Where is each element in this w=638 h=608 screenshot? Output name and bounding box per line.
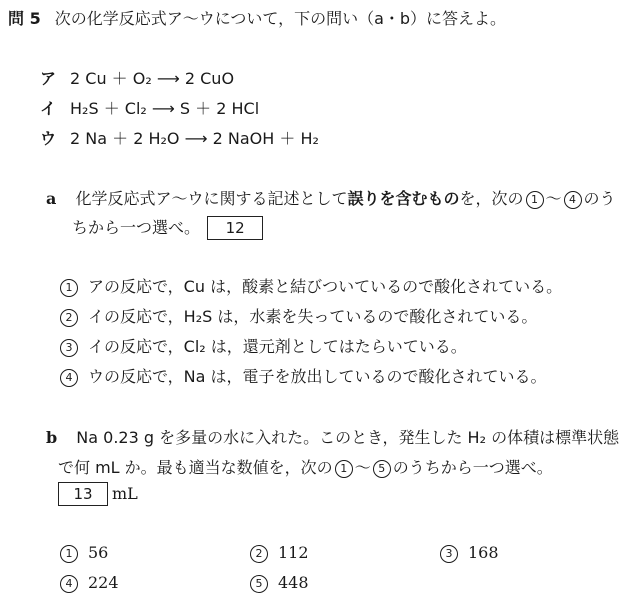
circled-number: 3 [440,545,458,563]
circled-number: 1 [60,545,78,563]
option-value: 448 [278,573,309,592]
option-b-4[interactable] [58,573,119,593]
equation-text: 2 Cu ＋ O₂ ⟶ 2 CuO [70,69,235,88]
option-text: イの反応で，Cl₂ は，還元剤としてはたらいている。 [88,337,467,356]
equation-i [40,96,259,119]
equation-label: ウ [40,129,57,148]
equation-a [40,66,234,89]
question-header [8,6,506,29]
equation-label: イ [40,99,57,118]
part-b-line2 [58,455,553,478]
part-b-line1 [46,425,619,448]
option-value: 112 [278,543,309,562]
part-a-text-line2: ちから一つ選べ。 [72,218,201,237]
option-b-5[interactable] [248,573,309,593]
option-a-3[interactable] [58,334,467,357]
part-b-answer-line [58,482,138,506]
option-text: ウの反応で，Na は，電子を放出しているので酸化されている。 [88,367,547,386]
equation-u [40,126,319,149]
circled-number: 4 [564,191,582,209]
question-number: 問 5 [8,9,41,28]
circled-number: 4 [60,369,78,387]
circled-number: 5 [373,460,391,478]
part-a-line2 [72,215,263,240]
part-b-text-pre: で何 mL か。最も適当な数値を，次の [58,458,333,477]
option-a-1[interactable] [58,274,562,297]
answer-box-13[interactable]: 13 [58,482,108,506]
tilde: ～ [354,458,371,477]
answer-box-12[interactable]: 12 [207,216,263,240]
part-a-label: a [46,189,57,208]
option-text: アの反応で，Cu は，酸素と結びついているので酸化されている。 [88,277,563,296]
circled-number: 1 [335,460,353,478]
option-b-3[interactable] [438,543,499,563]
option-value: 168 [468,543,499,562]
circled-number: 1 [60,279,78,297]
circled-number: 5 [250,575,268,593]
circled-number: 1 [526,191,544,209]
part-a-emphasis: 誤りを含むもの [347,189,460,208]
option-b-2[interactable] [248,543,309,563]
part-a-text-post: のう [583,189,616,208]
tilde: ～ [545,189,562,208]
option-b-1[interactable] [58,543,108,563]
equation-label: ア [40,69,57,88]
circled-number: 2 [60,309,78,327]
part-a-text-mid: を，次の [459,189,524,208]
option-value: 224 [88,573,119,592]
option-a-2[interactable] [58,304,537,327]
circled-number: 3 [60,339,78,357]
part-b-text-post: のうちから一つ選べ。 [392,458,553,477]
option-text: イの反応で，H₂S は，水素を失っているので酸化されている。 [88,307,538,326]
part-a-text-pre: 化学反応式ア～ウに関する記述として [75,189,348,208]
equation-text: H₂S ＋ Cl₂ ⟶ S ＋ 2 HCl [70,99,260,118]
answer-unit: mL [112,484,138,503]
part-b-text-line1: Na 0.23 g を多量の水に入れた。このとき，発生した H₂ の体積は標準状態 [76,428,620,447]
circled-number: 4 [60,575,78,593]
option-value: 56 [88,543,109,562]
option-a-4[interactable] [58,364,547,387]
part-a-line1 [46,186,616,209]
question-prompt: 次の化学反応式ア～ウについて，下の問い（a・b）に答えよ。 [54,9,507,28]
equation-text: 2 Na ＋ 2 H₂O ⟶ 2 NaOH ＋ H₂ [70,129,319,148]
part-b-label: b [46,428,58,447]
circled-number: 2 [250,545,268,563]
